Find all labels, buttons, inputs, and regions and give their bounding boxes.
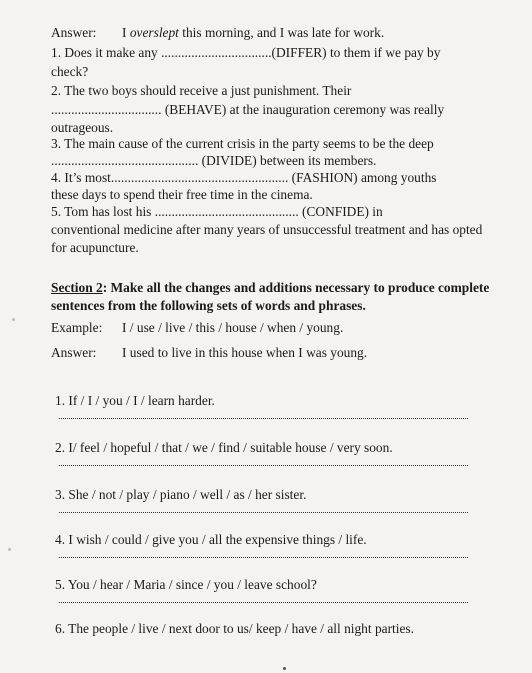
section-2-label: Section 2	[51, 280, 103, 295]
question-5-line-3: for acupuncture.	[51, 240, 139, 255]
answer-line-5[interactable]	[59, 600, 468, 603]
answer-line-3[interactable]	[59, 510, 468, 513]
scan-speck	[8, 548, 11, 551]
example-label: Example:	[51, 320, 103, 335]
item-3: 3. She / not / play / piano / well / as / her sister.	[55, 487, 307, 502]
item-2: 2. I/ feel / hopeful / that / we / find / suitable house / very soon.	[55, 440, 393, 455]
question-4-line-2: these days to spend their free time in the cinema.	[51, 187, 313, 202]
scan-speck	[283, 667, 286, 670]
item-6: 6. The people / live / next door to us/ keep / have / all night parties.	[55, 621, 414, 636]
answer-label-2: Answer:	[51, 345, 97, 360]
question-2-line-1: 2. The two boys should receive a just punishment. Their	[51, 83, 352, 98]
scan-speck	[12, 318, 15, 321]
item-5: 5. You / hear / Maria / since / you / leave school?	[55, 577, 317, 592]
question-4-line-1: 4. It’s most..................................................... (FASHION) among youths	[51, 170, 437, 185]
question-5-line-1: 5. Tom has lost his ........................................... (CONFIDE) in	[51, 204, 383, 219]
answer-line-4[interactable]	[59, 555, 468, 558]
question-2-line-3: outrageous.	[51, 120, 114, 135]
item-1: 1. If / I / you / I / learn harder.	[55, 393, 215, 408]
answer-post: this morning, and I was late for work.	[178, 25, 385, 40]
answer-emphasis: overslept	[129, 25, 179, 40]
answer-example	[122, 25, 384, 41]
section-2-heading-rest: : Make all the changes and additions necessary to produce complete	[102, 280, 490, 295]
item-4: 4. I wish / could / give you / all the expensive things / life.	[55, 532, 367, 547]
answer-line-1[interactable]	[59, 416, 468, 419]
section-2-heading-line-2: sentences from the following sets of words and phrases.	[51, 298, 366, 313]
answer-text: I used to live in this house when I was young.	[122, 345, 368, 360]
answer-line-2[interactable]	[59, 463, 468, 466]
example-text: I / use / live / this / house / when / young.	[122, 320, 344, 335]
answer-pre: I	[122, 25, 130, 40]
question-3-line-2: ............................................ (DIVIDE) between its members.	[51, 153, 377, 168]
answer-label: Answer:	[51, 25, 97, 40]
question-3-line-1: 3. The main cause of the current crisis in the party seems to be the deep	[51, 136, 434, 151]
question-1-line-1: 1. Does it make any .................................(DIFFER) to them if we pay by	[51, 45, 441, 60]
question-1-line-2: check?	[51, 64, 89, 79]
question-2-line-2: ................................. (BEHAVE) at the inauguration ceremony was really	[51, 102, 445, 117]
question-5-line-2: conventional medicine after many years of unsuccessful treatment and has opted	[51, 222, 483, 237]
section-2-heading	[51, 280, 489, 296]
